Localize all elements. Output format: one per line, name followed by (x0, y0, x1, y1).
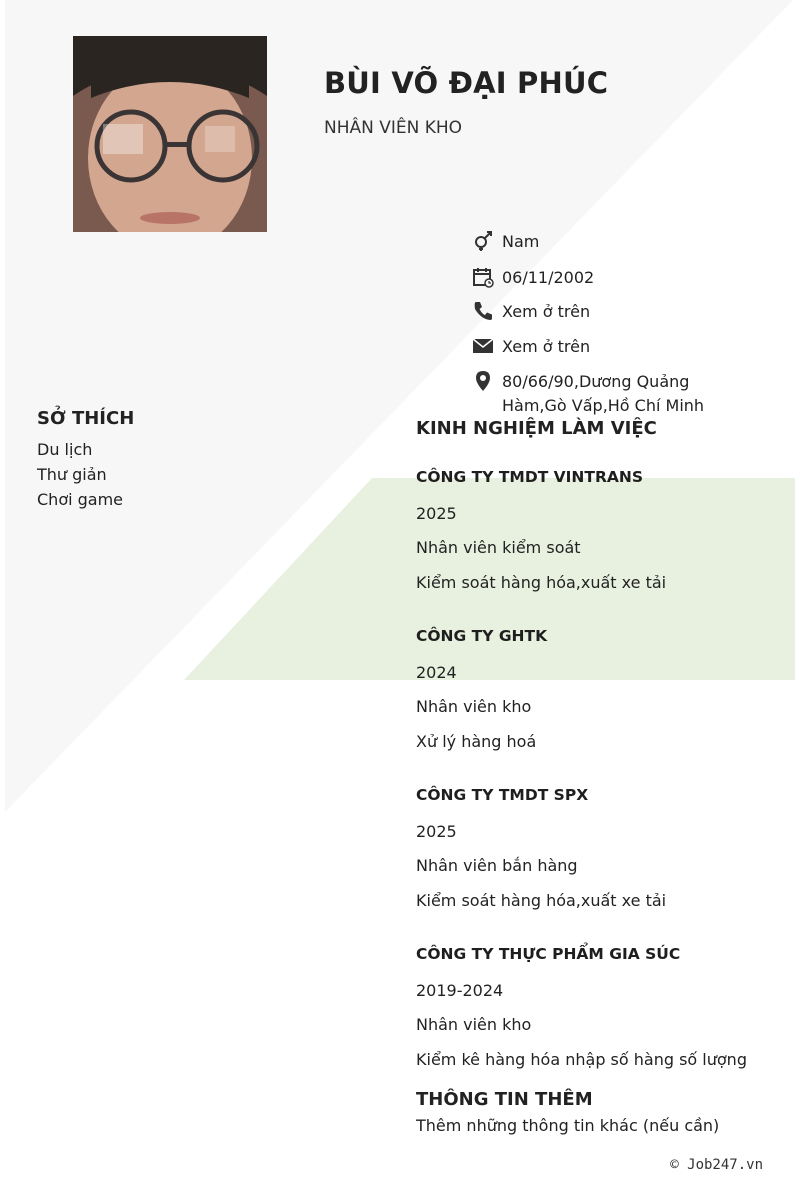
candidate-job-title: NHÂN VIÊN KHO (324, 118, 463, 138)
additional-info-title: THÔNG TIN THÊM (416, 1089, 593, 1110)
hobbies-title: SỞ THÍCH (37, 408, 135, 429)
company-name: CÔNG TY TMDT SPX (416, 786, 589, 804)
experience-year: 2025 (416, 504, 457, 523)
experience-description: Xử lý hàng hoá (416, 732, 537, 751)
additional-info-section (416, 1089, 719, 1135)
profile-photo (73, 36, 267, 232)
experience-description: Kiểm soát hàng hóa,xuất xe tải (416, 573, 667, 592)
contact-birthdate-value: 06/11/2002 (502, 268, 595, 287)
contact-birthdate (472, 266, 712, 290)
experience-title: KINH NGHIỆM LÀM VIỆC (416, 418, 657, 439)
company-name: CÔNG TY TMDT VINTRANS (416, 468, 644, 486)
hobby-item: Thư giản (37, 465, 107, 484)
experience-entry (416, 468, 796, 592)
company-name: CÔNG TY GHTK (416, 627, 548, 645)
portrait-illustration (73, 36, 267, 232)
candidate-name: BÙI VÕ ĐẠI PHÚC (324, 66, 609, 100)
contact-phone-value: Xem ở trên (502, 302, 591, 321)
experience-position: Nhân viên kiểm soát (416, 538, 581, 557)
experience-position: Nhân viên bắn hàng (416, 856, 578, 875)
email-icon (472, 335, 494, 357)
company-name: CÔNG TY THỰC PHẨM GIA SÚC (416, 945, 681, 963)
hobbies-section (37, 408, 134, 512)
contact-gender (472, 230, 712, 254)
hobby-item: Du lịch (37, 440, 93, 459)
footer-copyright: © Job247.vn (670, 1157, 763, 1173)
experience-description: Kiểm kê hàng hóa nhập số hàng số lượng (416, 1050, 747, 1069)
additional-info-text: Thêm những thông tin khác (nếu cần) (416, 1116, 720, 1135)
experience-description: Kiểm soát hàng hóa,xuất xe tải (416, 891, 667, 910)
contact-address (472, 370, 712, 418)
experience-year: 2025 (416, 822, 457, 841)
location-icon (472, 370, 494, 392)
experience-entry (416, 945, 796, 1069)
contact-gender-value: Nam (502, 232, 540, 251)
experience-entry (416, 627, 796, 751)
contact-email (472, 335, 712, 359)
experience-entry (416, 786, 796, 910)
experience-year: 2024 (416, 663, 457, 682)
contact-phone (472, 300, 712, 324)
contact-address-value: 80/66/90,Dương Quảng Hàm,Gò Vấp,Hồ Chí Minh (502, 372, 705, 415)
phone-icon (472, 300, 494, 322)
hobby-item: Chơi game (37, 490, 124, 509)
experience-position: Nhân viên kho (416, 697, 532, 716)
experience-position: Nhân viên kho (416, 1015, 532, 1034)
experience-year: 2019-2024 (416, 981, 504, 1000)
contact-email-value: Xem ở trên (502, 337, 591, 356)
gender-icon (472, 230, 494, 252)
calendar-icon (472, 266, 494, 288)
